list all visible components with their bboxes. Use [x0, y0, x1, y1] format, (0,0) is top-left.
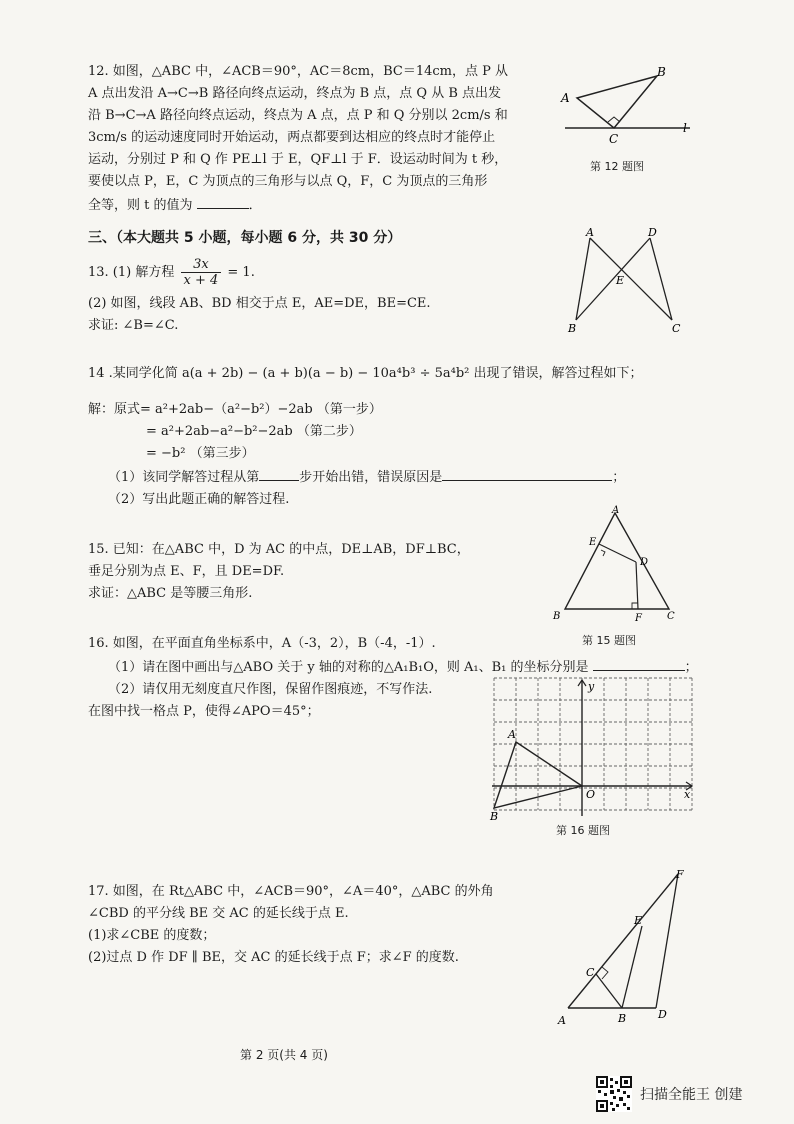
q13-figure	[560, 222, 700, 337]
q13-line-ac	[590, 238, 672, 320]
q12-line-4: 3cm/s 的运动速度同时开始运动，两点都要到达相应的终点时才能停止	[88, 130, 496, 145]
q12-answer-blank[interactable]	[197, 194, 249, 209]
q15-line-2: 垂足分别为点 E、F，且 DE=DF.	[88, 564, 285, 579]
q12-triangle	[577, 76, 657, 128]
section-3-title: 三、（本大题共 5 小题，每小题 6 分，共 30 分）	[88, 230, 402, 246]
q16-figure	[488, 676, 698, 822]
q12-end: ．	[248, 198, 262, 213]
q16-coord-blank[interactable]	[593, 656, 685, 671]
q16-label-y: y	[588, 680, 595, 693]
q16-line-3: （2）请仅用无刻度直尺作图，保留作图痕迹，不写作法.	[108, 682, 433, 697]
q17-label-e: E	[634, 914, 643, 927]
q12-line-7	[88, 194, 262, 216]
q12-caption: 第 12 题图	[590, 160, 644, 173]
q13-fraction	[181, 257, 222, 288]
q17-label-f: F	[676, 868, 684, 881]
q15-line-3: 求证：△ABC 是等腰三角形.	[88, 586, 253, 601]
qr-code-icon	[596, 1076, 632, 1112]
q12-label-a: A	[561, 91, 570, 105]
q17-line-4: (2)过点 D 作 DF ∥ BE，交 AC 的延长线于点 F；求∠F 的度数.	[88, 950, 459, 965]
page-number: 第 2 页(共 4 页)	[240, 1048, 328, 1062]
q16-line-2-text: （1）请在图中画出与△ABO 关于 y 轴的对称的△A₁B₁O，则 A₁、B₁ 的坐标分别是	[108, 660, 589, 675]
q12-line-3: 沿 B→C→A 路径向终点运动，终点为 A 点，点 P 和 Q 分别以 2cm/s 和	[88, 108, 508, 123]
q16-label-b: B	[490, 810, 499, 822]
q16-label-o: O	[586, 788, 596, 801]
q12-label-b: B	[657, 65, 666, 79]
q14-q1-part-a: （1）该同学解答过程从第	[108, 470, 260, 485]
q13-part1-prefix: 13. (1) 解方程	[88, 265, 175, 280]
q13-label-b: B	[568, 322, 577, 335]
q13-line-db	[576, 238, 650, 320]
q15-label-c: C	[667, 611, 675, 622]
q14-intro: 14 .某同学化简 a(a + 2b) − (a + b)(a − b) − 10a⁴b³ ÷ 5a⁴b² 出现了错误，解答过程如下；	[88, 366, 643, 381]
q13-frac-num: 3x	[181, 257, 222, 273]
q15-line-1: 15. 已知：在△ABC 中，D 为 AC 的中点，DE⊥AB，DF⊥BC，	[88, 542, 470, 557]
q14-step-blank[interactable]	[259, 466, 299, 481]
q15-right-angle-f	[632, 603, 638, 609]
q17-line-cb	[596, 974, 622, 1008]
q13-part1	[88, 256, 255, 290]
q13-part1-suffix: = 1.	[227, 265, 255, 280]
q12-line-6: 要使以点 P，E，C 为顶点的三角形与以点 Q，F，C 为顶点的三角形	[88, 174, 488, 189]
q17-label-d: D	[658, 1008, 667, 1021]
q17-line-2: ∠CBD 的平分线 BE 交 AC 的延长线于点 E.	[88, 906, 349, 921]
q15-caption: 第 15 题图	[582, 634, 636, 647]
q14-question2: （2）写出此题正确的解答过程.	[108, 492, 290, 507]
q12-line-2: A 点出发沿 A→C→B 路径向终点运动，终点为 B 点，点 Q 从 B 点出发	[88, 86, 502, 101]
q15-line-df	[636, 562, 638, 609]
q13-prove: 求证: ∠B=∠C.	[88, 318, 179, 333]
q17-right-angle	[602, 967, 608, 979]
q17-label-b: B	[618, 1012, 627, 1025]
q17-line-df	[656, 874, 678, 1008]
q12-label-l: l	[683, 121, 687, 135]
q14-step2: = a²+2ab−a²−b²−2ab （第二步）	[146, 424, 362, 439]
q12-line-7-text: 全等，则 t 的值为	[88, 198, 193, 213]
q14-step1: 解：原式= a²+2ab−（a²−b²）−2ab （第一步）	[88, 402, 382, 417]
q15-label-b: B	[553, 611, 561, 622]
q14-step3: = −b² （第三步）	[146, 446, 255, 461]
q12-label-c: C	[609, 132, 619, 146]
q12-right-angle	[608, 117, 620, 122]
q13-label-e: E	[616, 274, 625, 287]
watermark-brand: 扫描全能王 创建	[640, 1087, 743, 1103]
q13-label-a: A	[586, 226, 594, 239]
q15-triangle	[565, 513, 669, 609]
q15-label-d: D	[640, 557, 649, 568]
q16-label-x: x	[684, 788, 691, 801]
qr-code-graphic	[596, 1076, 632, 1112]
q15-label-a: A	[612, 505, 620, 516]
q16-line-2	[108, 656, 698, 678]
q14-q1-end: ；	[612, 470, 626, 485]
q13-label-c: C	[672, 322, 681, 335]
q14-reason-blank[interactable]	[442, 466, 612, 481]
q13-part2: (2) 如图，线段 AB、BD 相交于点 E，AE=DE，BE=CE.	[88, 296, 431, 311]
q12-line-1: 12. 如图，△ABC 中，∠ACB＝90°，AC＝8cm，BC＝14cm，点 P 从	[88, 64, 509, 79]
q15-label-f: F	[635, 613, 642, 624]
q16-caption: 第 16 题图	[556, 824, 610, 837]
q15-figure	[545, 505, 680, 625]
q16-label-a: A	[508, 728, 516, 741]
q17-line-1: 17. 如图，在 Rt△ABC 中，∠ACB＝90°，∠A＝40°，△ABC 的外角	[88, 884, 494, 899]
q17-line-3: (1)求∠CBE 的度数；	[88, 928, 216, 943]
q15-right-angle-e	[601, 550, 605, 556]
q13-frac-den: x + 4	[183, 273, 219, 288]
q13-label-d: D	[648, 226, 657, 239]
q17-line-af	[568, 874, 678, 1008]
q15-label-e: E	[589, 537, 597, 548]
q17-label-c: C	[586, 966, 595, 979]
q16-line-2-end: ；	[684, 660, 698, 675]
q16-line-4: 在图中找一格点 P，使得∠APO＝45°；	[88, 704, 320, 719]
q17-label-a: A	[558, 1014, 566, 1026]
q13-line-dc	[650, 238, 672, 320]
q14-question1	[108, 466, 625, 488]
q17-figure	[550, 866, 700, 1026]
q16-line-1: 16. 如图，在平面直角坐标系中，A（-3，2），B（-4，-1）.	[88, 636, 436, 651]
q14-q1-part-b: 步开始出错，错误原因是	[299, 470, 443, 485]
q12-line-5: 运动，分别过 P 和 Q 作 PE⊥l 于 E，QF⊥l 于 F．设运动时间为 t 秒，	[88, 152, 508, 167]
